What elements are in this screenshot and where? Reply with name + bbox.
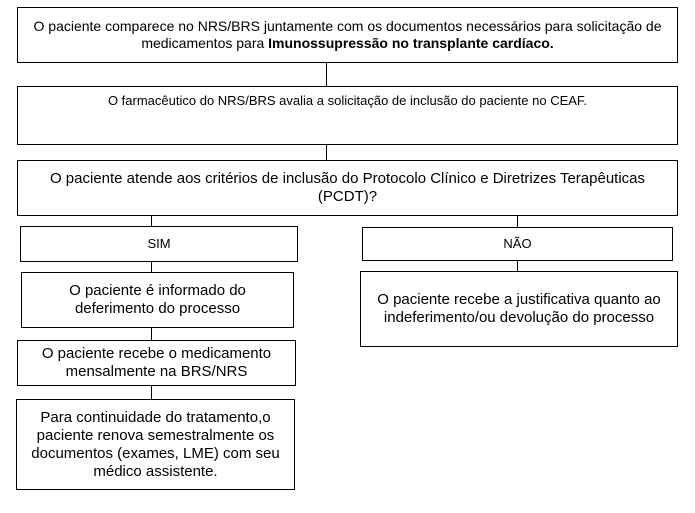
connector-sim-step1 bbox=[151, 262, 152, 272]
no-label: NÃO bbox=[503, 236, 532, 251]
flow-box-yes bbox=[20, 226, 298, 262]
yes-label: SIM bbox=[147, 236, 171, 251]
flow-box-pharmacist-evaluates-text: O farmacêutico do NRS/BRS avalia a solicitação de inclusão do paciente no CEAF. bbox=[107, 93, 588, 108]
connector-step1-step2 bbox=[151, 328, 152, 340]
flow-box-criteria-question bbox=[17, 160, 678, 216]
flow-box-renewal bbox=[16, 399, 295, 490]
flow-box-monthly-medication-text: O paciente recebe o medicamento mensalmente na BRS/NRS bbox=[41, 345, 272, 380]
flow-box-rejection-justification-text: O paciente recebe a justificativa quanto ao indeferimento/ou devolução do processo bbox=[377, 291, 661, 326]
flow-box-rejection-justification bbox=[360, 271, 678, 347]
flow-box-approval-informed-text: O paciente é informado do deferimento do processo bbox=[69, 282, 246, 317]
connector-step2-step3 bbox=[151, 386, 152, 399]
flow-box-criteria-question-text: O paciente atende aos critérios de inclusão do Protocolo Clínico e Diretrizes Terapêuticas (PCDT)? bbox=[49, 170, 646, 205]
transplant-emphasis: Imunossupressão no transplante cardíaco. bbox=[268, 35, 554, 51]
flow-box-monthly-medication bbox=[17, 340, 296, 386]
flow-box-renewal-text: Para continuidade do tratamento,o paciente renova semestralmente os documentos (exames, LME) com seu médico assistente. bbox=[31, 408, 280, 480]
connector-nao-step1 bbox=[517, 261, 518, 271]
connector-3-nao bbox=[517, 216, 518, 227]
flow-box-patient-arrives bbox=[17, 7, 678, 63]
flow-box-no bbox=[362, 227, 673, 261]
flow-box-pharmacist-evaluates bbox=[17, 86, 678, 145]
connector-3-sim bbox=[151, 216, 152, 226]
connector-2-3 bbox=[326, 145, 327, 160]
flow-box-approval-informed bbox=[21, 272, 294, 328]
flow-box-patient-arrives-text: O paciente comparece no NRS/BRS juntamente com os documentos necessários para solicitação de medicamentos para Imunossupressão no transplante cardíaco. bbox=[33, 18, 662, 51]
connector-1-2 bbox=[326, 63, 327, 86]
